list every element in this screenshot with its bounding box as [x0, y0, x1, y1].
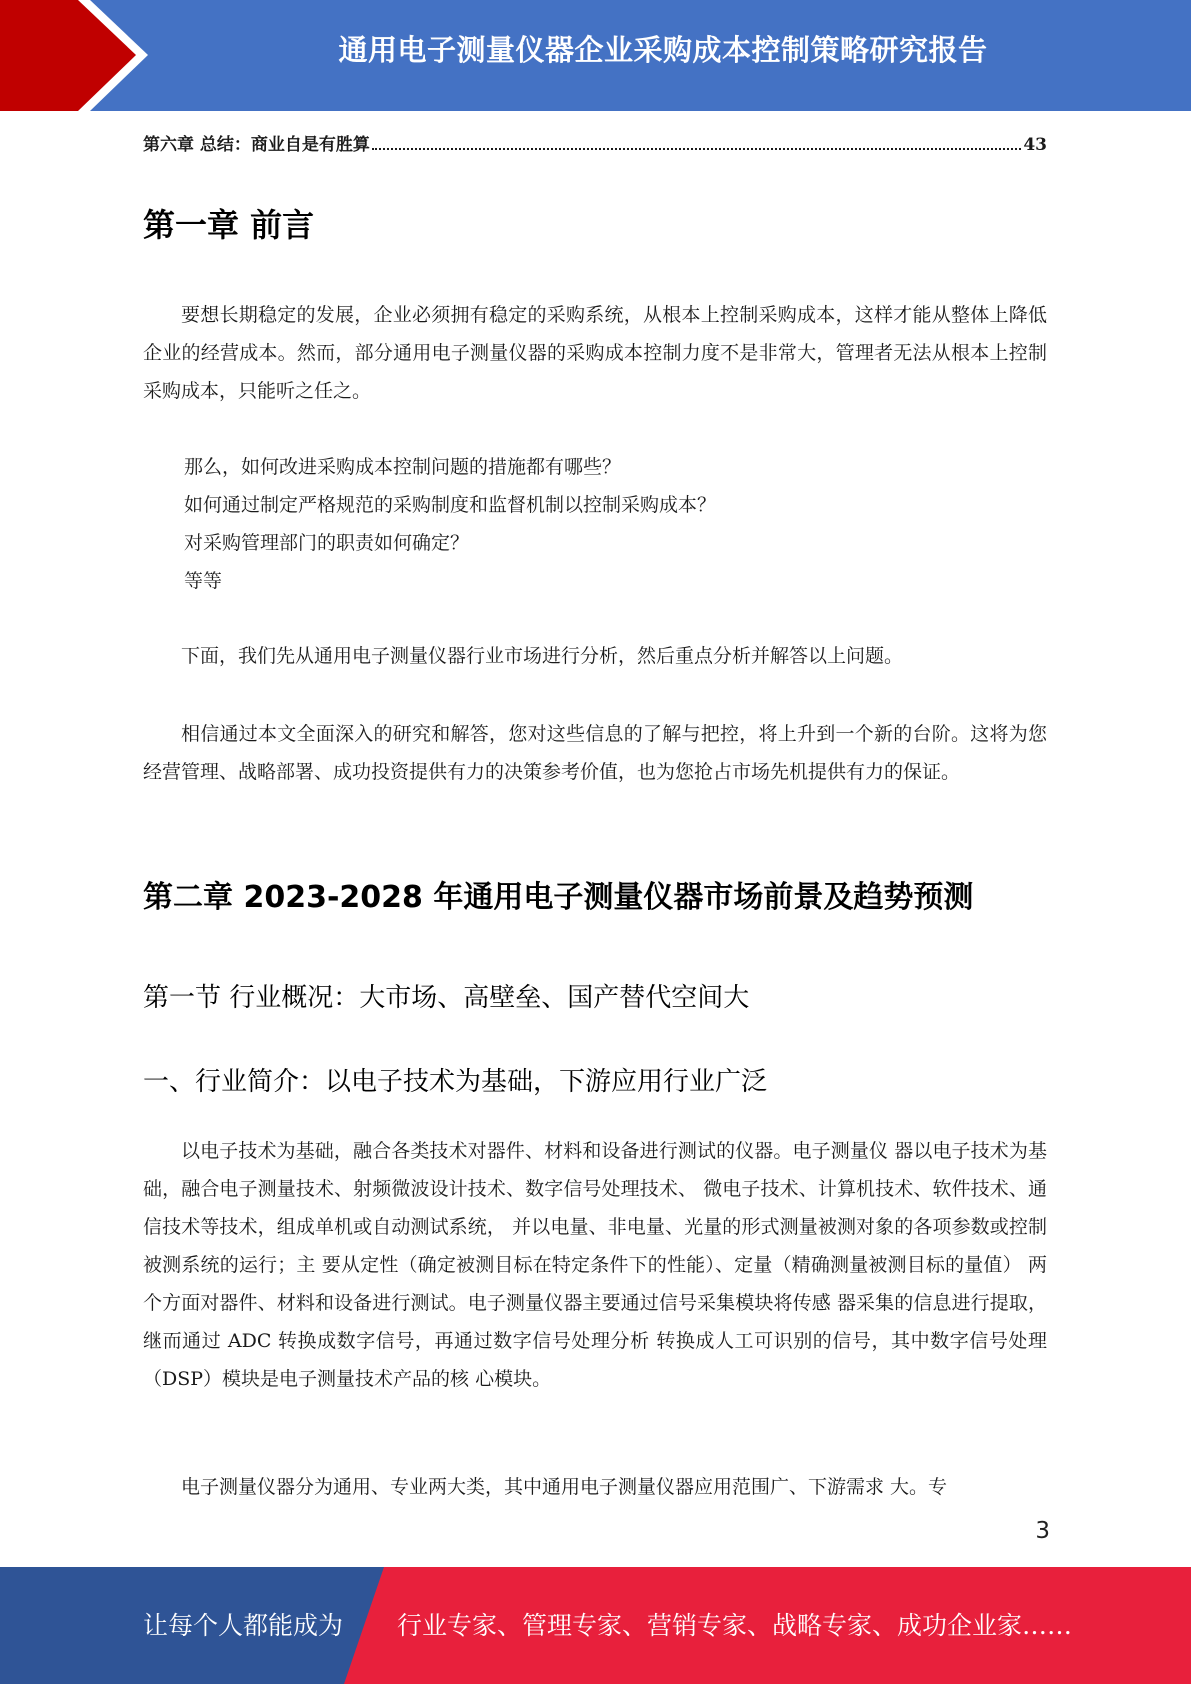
footer-slogan-right: 行业专家、管理专家、营销专家、战略专家、成功企业家…… — [397, 1611, 1073, 1640]
page-content — [143, 120, 1047, 154]
subsection-1-heading: 一、行业简介：以电子技术为基础，下游应用行业广泛 — [143, 1067, 768, 1097]
chapter-1-paragraph-3: 相信通过本文全面深入的研究和解答，您对这些信息的了解与把控，将上升到一个新的台阶。这将为您经营管理、战略部署、成功投资提供有力的决策参考价值，也为您抢占市场先机提供有力的保证。 — [143, 723, 1047, 783]
question-list — [143, 448, 1047, 600]
page-footer-banner — [0, 1567, 1191, 1684]
question-item: 如何通过制定严格规范的采购制度和监督机制以控制采购成本？ — [184, 494, 717, 516]
toc-entry-title: 第六章 总结：商业自是有胜算 — [143, 135, 370, 155]
page-header-banner — [0, 0, 1191, 111]
footer-slogan-left: 让每个人都能成为 — [143, 1611, 344, 1640]
chapter-1-paragraph-2: 下面，我们先从通用电子测量仪器行业市场进行分析，然后重点分析并解答以上问题。 — [181, 645, 904, 667]
report-title: 通用电子测量仪器企业采购成本控制策略研究报告 — [338, 33, 988, 67]
chapter-1-paragraph-1: 要想长期稳定的发展，企业必须拥有稳定的采购系统，从根本上控制采购成本，这样才能从整体上降低企业的经营成本。然而，部分通用电子测量仪器的采购成本控制力度不是非常大，管理者无法从根本上控制采购成本，只能听之任之。 — [143, 304, 1047, 402]
question-item: 那么，如何改进采购成本控制问题的措施都有哪些？ — [184, 456, 622, 478]
toc-entry-page: 43 — [1023, 135, 1047, 155]
toc-leader-dots — [372, 133, 1021, 150]
chapter-1-heading: 第一章 前言 — [143, 206, 315, 244]
toc-entry[interactable] — [143, 130, 1047, 154]
page-number: 3 — [1035, 1518, 1050, 1544]
chapter-2-paragraph-2: 电子测量仪器分为通用、专业两大类，其中通用电子测量仪器应用范围广、下游需求 大。专 — [181, 1476, 948, 1498]
header-arrow-decoration — [0, 0, 160, 111]
section-1-heading: 第一节 行业概况：大市场、高壁垒、国产替代空间大 — [143, 983, 750, 1013]
question-item: 等等 — [184, 570, 223, 592]
chapter-2-heading: 第二章 2023-2028 年通用电子测量仪器市场前景及趋势预测 — [143, 880, 974, 915]
chapter-2-paragraph-1: 以电子技术为基础，融合各类技术对器件、材料和设备进行测试的仪器。电子测量仪 器以电子技术为基础，融合电子测量技术、射频微波设计技术、数字信号处理技术、 微电子技术、计算机技术、软件技术、通信技术等技术，组成单机或自动测试系统， 并以电量、非电量、光量的形式测量被测对象的各项参数或控制被测系统的运行；主 要从定性（确定被测目标在特定条件下的性能）、定量（精确测量被测目标的量值） 两个方面对器件、材料和设备进行测试。电子测量仪器主要通过信号采集模块将传感 器采集的信息进行提取，继而通过 ADC 转换成数字信号，再通过数字信号处理分析 转换成人工可识别的信号，其中数字信号处理（DSP）模块是电子测量技术产品的核 心模块。 — [143, 1140, 1047, 1390]
question-item: 对采购管理部门的职责如何确定？ — [184, 532, 470, 554]
